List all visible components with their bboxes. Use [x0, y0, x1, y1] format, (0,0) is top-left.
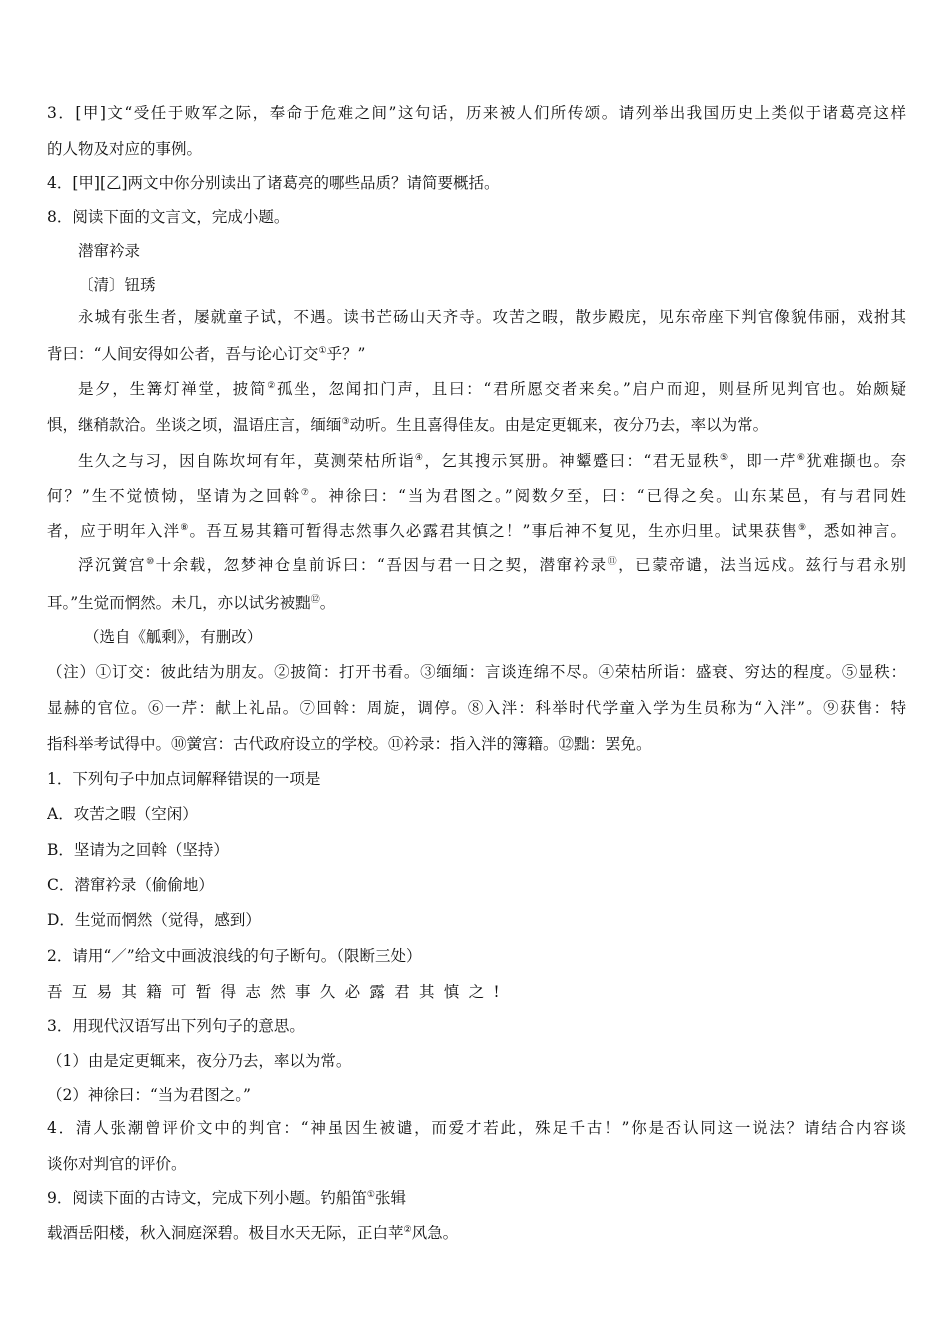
question-9-heading: 9．阅读下面的古诗文，完成下列小题。钓船笛①张辑: [47, 1189, 406, 1207]
question-8-heading: 8．阅读下面的文言文，完成小题。: [47, 208, 290, 226]
annotation-line-2: 显赫的官位。⑥一芹：献上礼品。⑦回斡：周旋，调停。⑧入泮：科举时代学童入学为生员称为“入泮”。⑨获售：特: [47, 699, 906, 717]
passage-p2-line-2: 惧，继稍款洽。坐谈之顷，温语庄言，缅缅③动听。生且喜得佳友。由是定更辄来，夜分乃去，率以为常。: [47, 416, 769, 434]
question-3-line-1: 3．[甲]文“受任于败军之际，奉命于危难之间”这句话，历来被人们所传颂。请列举出我国历史上类似于诸葛亮这样: [47, 104, 906, 122]
question-4: 4．[甲][乙]两文中你分别读出了诸葛亮的哪些品质？请简要概括。: [47, 174, 500, 192]
passage-p3-line-1: 生久之与习，因自陈坎坷有年，莫测荣枯所诣④，乞其搜示冥册。神颦蹙曰：“君无显秩⑤，即一芹⑥犹难撷也。奈: [78, 452, 906, 470]
text-author: 〔清〕钮琇: [78, 276, 156, 294]
question-3-line-2: 的人物及对应的事例。: [47, 140, 203, 158]
annotation-line-1: （注）①订交：彼此结为朋友。②披简：打开书看。③缅缅：言谈连绵不尽。④荣枯所诣：盛衰、穷达的程度。⑤显秩：: [47, 663, 906, 681]
passage-p3-line-2: 何？”生不觉愤恸，坚请为之回斡⑦。神徐曰：“当为君图之。”阅数夕至，曰：“已得之矣。山东某邑，有与君同姓: [47, 487, 906, 505]
punctuation-sentence: 吾互易其籍可暂得志然事久必露君其慎之!: [47, 983, 509, 1001]
option-a: A．攻苦之暇（空闲）: [47, 805, 198, 823]
sub-question-4-line-1: 4．清人张潮曾评价文中的判官：“神虽因生被谴，而爱才若此，殊足千古！”你是否认同这一说法？请结合内容谈: [47, 1119, 906, 1137]
sub-question-1: 1．下列句子中加点词解释错误的一项是: [47, 770, 321, 788]
passage-p1-line-1: 永城有张生者，屡就童子试，不遇。读书芒砀山天齐寺。攻苦之暇，散步殿庑，见东帝座下判官像貌伟丽，戏拊其: [78, 308, 906, 326]
translation-item-2: （2）神徐曰：“当为君图之。”: [47, 1086, 251, 1104]
poem-line-1: 载酒岳阳楼，秋入洞庭深碧。极目水天无际，正白苹②风急。: [47, 1224, 459, 1242]
passage-p3-line-3: 者，应于明年入泮⑧。吾互易其籍可暂得志然事久必露君其慎之！”事后神不复见，生亦归里。试果获售⑨，悉如神言。: [47, 522, 906, 540]
sub-question-2: 2．请用“／”给文中画波浪线的句子断句。（限断三处）: [47, 947, 422, 965]
passage-p2-line-1: 是夕，生篝灯禅堂，披简②孤坐，忽闻扣门声，且曰：“君所愿交者来矣。”启户而迎，则昼所见判官也。始颇疑: [78, 380, 906, 398]
option-b: B．坚请为之回斡（坚持）: [47, 841, 229, 859]
passage-p1-line-2: 背曰：“人间安得如公者，吾与论心订交①乎？”: [47, 345, 366, 363]
passage-p4-line-1: 浮沉黉宫⑩十余载，忽梦神仓皇前诉曰：“吾因与君一日之契，潜窜衿录⑪，已蒙帝谴，法当远戍。兹行与君永别: [78, 556, 906, 574]
sub-question-4-line-2: 谈你对判官的评价。: [47, 1155, 187, 1173]
translation-item-1: （1）由是定更辄来，夜分乃去，率以为常。: [47, 1052, 352, 1070]
option-d: D．生觉而惘然（觉得，感到）: [47, 911, 261, 929]
source-note: （选自《觚剩》，有删改）: [84, 628, 263, 646]
annotation-line-3: 指科举考试得中。⑩黉宫：古代政府设立的学校。⑪衿录：指入泮的簿籍。⑫黜：罢免。: [47, 735, 652, 753]
text-title: 潜窜衿录: [78, 242, 141, 260]
passage-p4-line-2: 耳。”生觉而惘然。未几，亦以试劣被黜⑫。: [47, 594, 336, 612]
option-c: C．潜窜衿录（偷偷地）: [47, 876, 214, 894]
sub-question-3: 3．用现代汉语写出下列句子的意思。: [47, 1017, 305, 1035]
